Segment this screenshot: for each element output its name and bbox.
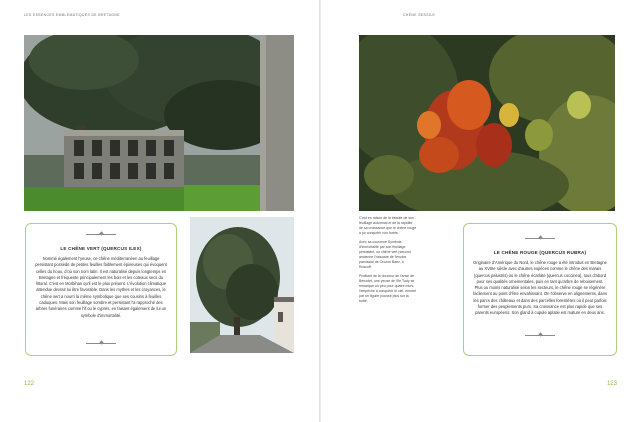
ornament-divider bbox=[525, 236, 555, 240]
holm-oak-info-box bbox=[25, 223, 177, 356]
box-title: LE CHÊNE VERT (QUERCUS ILEX) bbox=[60, 246, 142, 251]
folio-left: 122 bbox=[24, 381, 35, 387]
captions-column bbox=[359, 216, 417, 308]
right-page bbox=[321, 0, 640, 422]
red-oak-info-box bbox=[463, 223, 617, 356]
ornament-divider bbox=[86, 232, 116, 236]
caption-benodet-yeuse: Profitant de la douceur de l'anse de Benodet, une yeuse de l'île Tudy se remarqué un peu pour quatre murs, l'empêche à conquérir le ciel, enrobé par un figuier poussé plus sur la butte. bbox=[359, 274, 417, 303]
ornament-divider bbox=[525, 333, 555, 337]
running-head-left: LES ESSENCES EMBLÉMATIQUES DE BRETAGNE bbox=[24, 13, 120, 17]
running-head-right: CHÊNE SESSILE bbox=[403, 13, 436, 17]
street-oak-photo bbox=[190, 217, 294, 353]
folio-right: 123 bbox=[607, 381, 618, 387]
red-oak-foliage-photo bbox=[359, 35, 615, 211]
box-title: LE CHÊNE ROUGE (QUERCUS RUBRA) bbox=[493, 250, 587, 255]
box-text: Originaire d'Amérique du Nord, le chêne rouge a été introduit en Bretagne au XVIIIe siècle avec d'autres espèces comme le chêne des marais (quercus palustris) ou le chêne écarlate (quercus coccinea), tous d'abord pour ses qualités ornementales, puis en tant qu'arbre de reboisement. Plus ou moins naturalisé selon les secteurs, le chêne rouge se régénère facilement au point d'être envahissant. On l'observe en alignements, dans les parcs des châteaux et dans des parcelles forestières où il peut parfois former des peuplements purs. Sa croissance est plus rapide que ses parents européens. Son gland à cupule aplatie est mature en deux ans. bbox=[473, 260, 607, 316]
caption-red-oak: C'est en raison de la beauté de son feuillage automnal et de la rapidité de sa croissance que le chêne rouge a pu conquérir nos forêts. bbox=[359, 216, 417, 235]
ornament-divider bbox=[86, 341, 116, 345]
left-page bbox=[0, 0, 319, 422]
caption-ossuary-oak: Avec sa couronne Symbole d'immortalité par son feuillage persistant, un chêne vert (second ancienne l'ossuaire de l'enclos paroissial de Crozon Baez, à Roscoff. bbox=[359, 240, 411, 269]
box-text: Nommé également l'yeuse, ce chêne méditerranéen au feuillage persistant possède de petites feuilles faiblement épineuses qui évoquent celles du houx, d'où son nom latin. Il est naturalisé depuis longtemps en Bretagne et fréquente principalement les bois et les coteaux secs du littoral. C'est en Morbihan qu'il est le plus présent. L'évolution climatique attendue devrait lui être favorable. Dans les mythes et les croyances, le chêne vert a nourri la même symbolique que ses cousins à feuilles caduques. Mais son feuillage sombre et persistant l'a rapproché des arbres funéraires comme l'if ou le cyprès, en faisant également de lui un symbole d'immortalité. bbox=[35, 256, 167, 318]
holm-oak-ossuary-photo bbox=[24, 35, 294, 211]
